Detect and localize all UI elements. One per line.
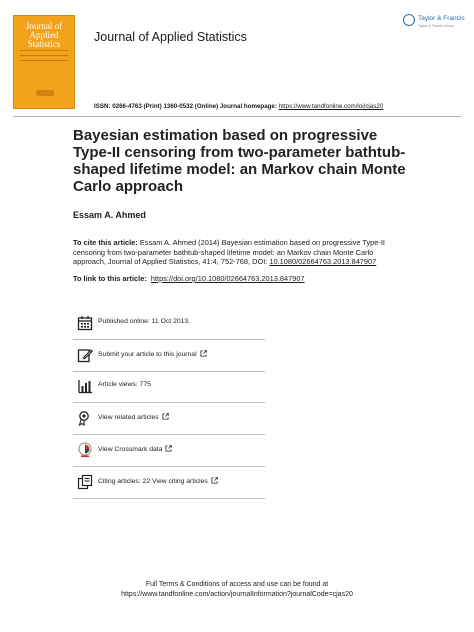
article-title: Bayesian estimation based on progressive Type-II censoring from two-parameter bathtub-shaped lifetime model: an Markov chain Monte Carlo approach bbox=[73, 127, 406, 195]
crossmark-item[interactable] bbox=[73, 438, 265, 467]
crossmark-icon bbox=[77, 442, 93, 458]
cite-doi-link[interactable]: 10.1080/02664763.2013.847907 bbox=[269, 257, 377, 267]
journal-name: Journal of Applied Statistics bbox=[94, 30, 247, 44]
link-line bbox=[73, 274, 305, 283]
related-articles-link[interactable] bbox=[98, 413, 169, 421]
article-views-item bbox=[73, 374, 265, 403]
external-link-icon bbox=[200, 350, 207, 357]
citing-articles-icon bbox=[77, 474, 93, 490]
footer-terms-text: Full Terms & Conditions of access and use can be found at bbox=[145, 581, 329, 588]
cover-publisher-mark bbox=[36, 90, 54, 96]
external-link-icon bbox=[165, 445, 172, 452]
cover-decoration bbox=[20, 46, 68, 65]
crossmark-label: View Crossmark data bbox=[98, 446, 163, 453]
article-author: Essam A. Ahmed bbox=[73, 210, 146, 220]
journal-cover-image bbox=[13, 15, 75, 109]
issn-text: ISSN: 0266-4763 (Print) 1360-0532 (Online) Journal homepage: bbox=[94, 103, 279, 110]
related-articles-icon bbox=[77, 410, 93, 426]
footer bbox=[0, 580, 474, 599]
crossmark-link[interactable] bbox=[98, 445, 172, 453]
calendar-icon bbox=[77, 315, 93, 331]
published-date: Published online: 11 Oct 2013. bbox=[98, 318, 191, 325]
external-link-icon bbox=[162, 413, 169, 420]
publisher-logo-icon bbox=[403, 14, 415, 26]
bar-chart-icon bbox=[77, 378, 93, 394]
related-articles-label: View related articles bbox=[98, 414, 159, 421]
citation-block bbox=[73, 238, 393, 267]
published-item bbox=[73, 311, 265, 340]
citing-articles-link[interactable] bbox=[98, 477, 218, 485]
publisher-logo-sub: Taylor & Francis Group bbox=[418, 24, 454, 28]
citing-articles-item[interactable] bbox=[73, 470, 265, 499]
footer-terms-link[interactable]: https://www.tandfonline.com/action/journalInformation?journalCode=cjas20 bbox=[121, 590, 353, 598]
article-doi-link[interactable]: https://doi.org/10.1080/02664763.2013.847907 bbox=[150, 274, 305, 283]
cite-text: Essam A. Ahmed (2014) Bayesian estimation based on progressive Type-II censoring from two-parameter bathtub-shaped lifetime model: an Markov chain Monte Carlo approach, Journal of Applied Statistics, 41:4, 752-768, DOI: bbox=[73, 238, 385, 267]
header-divider bbox=[13, 116, 461, 117]
related-articles-item[interactable] bbox=[73, 406, 265, 435]
link-label: To link to this article: bbox=[73, 274, 147, 283]
citing-articles-label: Citing articles: 22 View citing articles bbox=[98, 478, 208, 485]
publisher-logo-name: Taylor & Francis bbox=[418, 15, 465, 22]
cite-label: To cite this article: bbox=[73, 238, 138, 247]
journal-homepage-link[interactable]: https://www.tandfonline.com/loi/cjas20 bbox=[278, 103, 384, 110]
cover-title: Journal of Applied Statistics bbox=[25, 21, 63, 49]
submit-article-label: Submit your article to this journal bbox=[98, 351, 197, 358]
issn-line bbox=[94, 103, 383, 110]
article-views: Article views: 775 bbox=[98, 381, 151, 388]
submit-article-item[interactable] bbox=[73, 343, 265, 372]
submit-article-link[interactable] bbox=[98, 350, 207, 358]
edit-icon bbox=[77, 347, 93, 363]
external-link-icon bbox=[211, 477, 218, 484]
publisher-logo[interactable] bbox=[403, 14, 463, 34]
